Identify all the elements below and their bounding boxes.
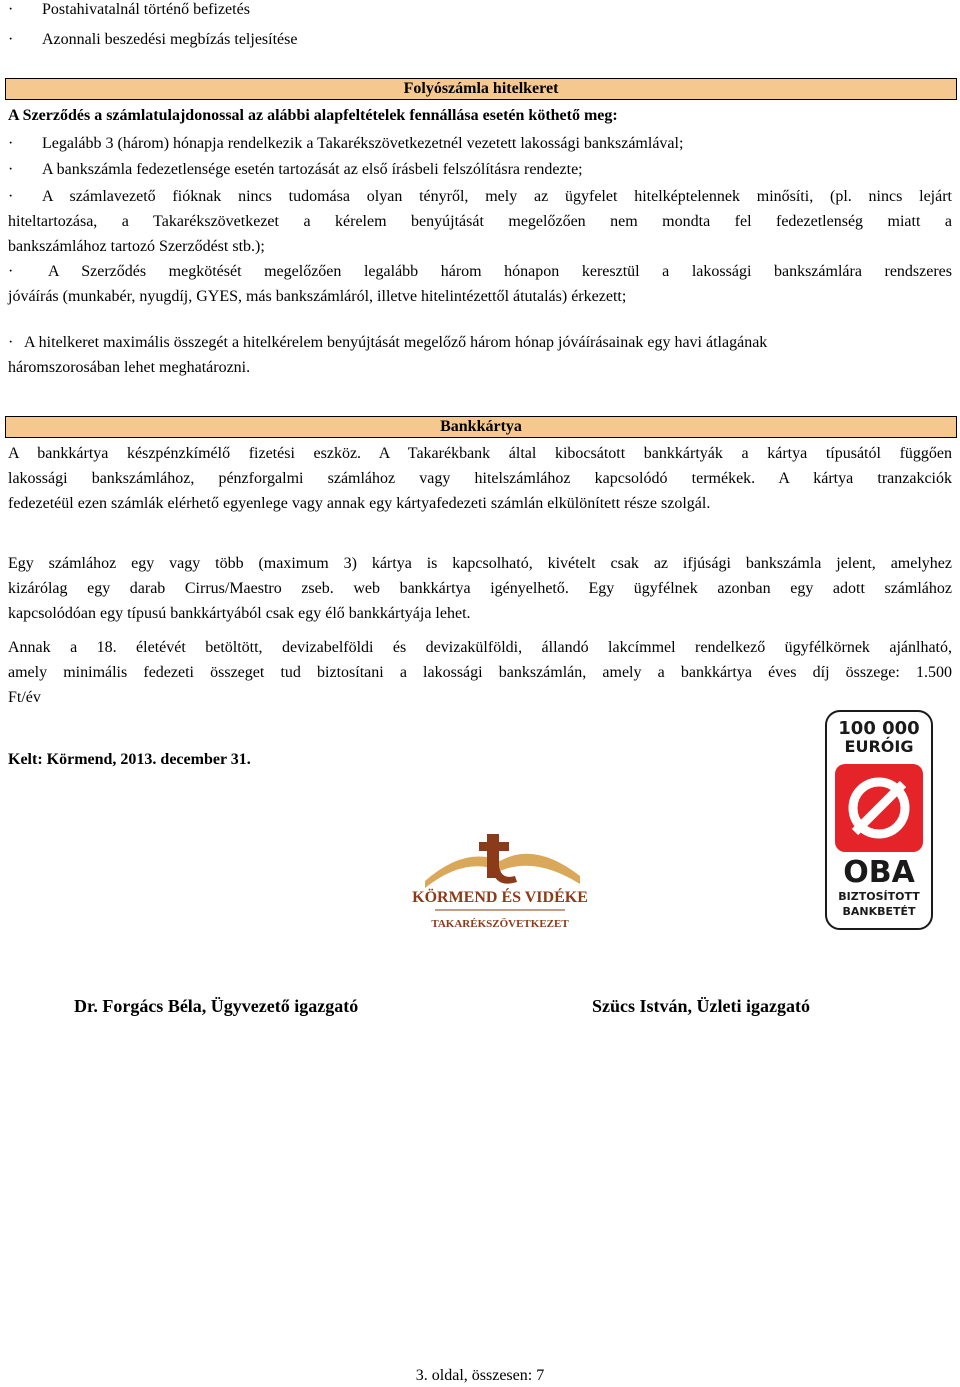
oba-logo	[825, 710, 933, 930]
signature-left: Dr. Forgács Béla, Ügyvezető igazgató	[74, 996, 359, 1016]
paragraph-line: A bankkártya készpénzkímélő fizetési eszköz. A Takarékbank által kibocsátott bankkártyák a kártya típusától függően	[8, 445, 952, 462]
paragraph-line: Egy számlához egy vagy több (maximum 3) kártya is kapcsolható, kivételt csak az ifjúsági bankszámla jelent, amelyhez	[8, 555, 952, 572]
kv-sub: TAKARÉKSZÖVETKEZET	[431, 918, 569, 930]
section-header-folyoszamla: Folyószámla hitelkeret	[5, 78, 957, 100]
condition-item-line: háromszorosában lehet meghatározni.	[8, 359, 251, 376]
paragraph-line: lakossági bankszámlához, pénzforgalmi számlához vagy hitelszámlához kapcsolódó termékek. A kártya tranzakciók	[8, 470, 952, 487]
oba-amount: 100 000	[838, 718, 920, 739]
condition-item-line: A számlavezető fióknak nincs tudomása olyan tényről, mely az ügyfelet hitelképtelennek minősíti, (pl. nincs lejárt	[42, 188, 952, 205]
section-header-bankkartya: Bankkártya	[5, 416, 957, 438]
paragraph-line: kapcsolódóan egy típusú bankkártyából csak egy élő bankkártyája lehet.	[8, 605, 471, 622]
condition-item: A bankszámla fedezetlensége esetén tartozását az első írásbeli felszólításra rendezte;	[42, 161, 583, 178]
bullet-marker: ·	[8, 161, 14, 178]
signature-right: Szücs István, Üzleti igazgató	[592, 996, 810, 1016]
paragraph-line: Ft/év	[8, 689, 41, 706]
date-location: Kelt: Körmend, 2013. december 31.	[8, 751, 251, 768]
page-footer: 3. oldal, összesen: 7	[415, 1367, 545, 1384]
bullet-marker: ·	[8, 135, 14, 152]
bullet-marker: ·	[8, 263, 14, 280]
condition-item-line: hiteltartozása, a Takarékszövetkezet a kérelem benyújtását megelőzően nem mondta fel fedezetlenség miatt a	[8, 213, 952, 230]
condition-item-line: A hitelkeret maximális összegét a hitelkérelem benyújtását megelőző három hónap jóváírásainak egy havi átlagának	[24, 334, 768, 351]
payment-item: Azonnali beszedési megbízás teljesítése	[42, 31, 298, 48]
condition-item-line: bankszámlához tartozó Szerződést stb.);	[8, 238, 265, 255]
bullet-marker: ·	[8, 31, 14, 48]
payment-item: Postahivatalnál történő befizetés	[42, 1, 250, 18]
oba-tagline-1: BIZTOSÍTOTT	[838, 890, 920, 903]
kormend-logo	[405, 826, 595, 936]
condition-item-line: A Szerződés megkötését megelőzően legalább három hónapon keresztül a lakossági bankszámlára rendszeres	[48, 263, 952, 280]
paragraph-line: fedezetéül ezen számlák elérhető egyenlege vagy annak egy kártyafedezeti számlán elkülönített része szolgál.	[8, 495, 711, 512]
section-intro: A Szerződés a számlatulajdonossal az alábbi alapfeltételek fennállása esetén köthető meg:	[8, 107, 618, 124]
paragraph-line: amely minimális fedezeti összeget tud biztosítani a lakossági bankszámlán, amely a bankkártya éves díj összege: 1.500	[8, 664, 952, 681]
bullet-marker: ·	[8, 334, 14, 351]
bullet-marker: ·	[8, 188, 14, 205]
paragraph-line: Annak a 18. életévét betöltött, devizabelföldi és devizakülföldi, állandó lakcímmel rendelkező ügyfélkörnek ajánlható,	[8, 639, 952, 656]
oba-brand: OBA	[843, 855, 915, 890]
paragraph-line: kizárólag egy darab Cirrus/Maestro zseb. web bankkártya igényelhető. Egy ügyfélnek azonban egy adott számlához	[8, 580, 952, 597]
bullet-marker: ·	[8, 1, 14, 18]
oba-tagline-2: BANKBETÉT	[842, 905, 916, 918]
oba-currency: EURÓIG	[844, 737, 914, 756]
kv-name: KÖRMEND ÉS VIDÉKE	[412, 889, 588, 906]
condition-item: Legalább 3 (három) hónapja rendelkezik a Takarékszövetkezetnél vezetett lakossági bankszámlával;	[42, 135, 684, 152]
condition-item-line: jóváírás (munkabér, nyugdíj, GYES, más bankszámláról, illetve hitelintézettől átutalás) érkezett;	[8, 288, 627, 305]
